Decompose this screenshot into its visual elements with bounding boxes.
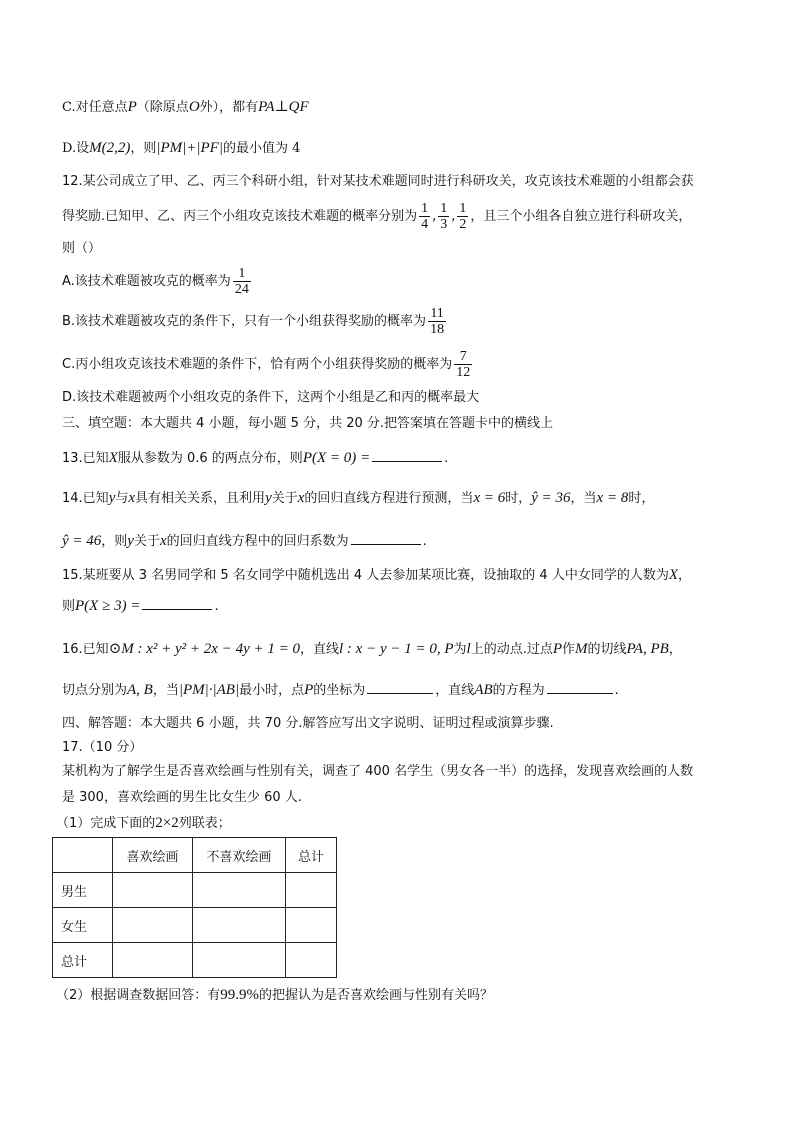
fraction-11-18: $\frac{11}{18}$ bbox=[430, 306, 445, 337]
q11-option-c: C.对任意点P（除原点O外），都有PA⊥QF bbox=[62, 99, 309, 115]
fraction-1-4: $\frac{1}{4}$ bbox=[421, 201, 429, 232]
q12-option-a: A.该技术难题被攻克的概率为 $\frac{1}{24}$ bbox=[62, 266, 249, 297]
section4-heading: 四、解答题：本大题共 6 小题，共 70 分.解答应写出文字说明、证明过程或演算步骤. bbox=[62, 716, 554, 731]
q17-subquestion-2: （2）根据调查数据回答：有99.9%的把握认为是否喜欢绘画与性别有关吗？ bbox=[56, 987, 494, 1003]
table-row bbox=[53, 908, 337, 943]
table-cell bbox=[193, 943, 286, 978]
table-cell bbox=[113, 943, 193, 978]
q14-line2: ŷ = 46，则y关于x的回归直线方程中的回归系数为 . bbox=[62, 533, 427, 549]
q12-option-c: C.丙小组攻克该技术难题的条件下，恰有两个小组获得奖励的概率为 $\frac{7}{12}$ bbox=[62, 349, 471, 380]
table-cell bbox=[113, 908, 193, 943]
fraction-7-12: $\frac{7}{12}$ bbox=[456, 349, 471, 380]
table-row-label: 女生 bbox=[53, 908, 113, 943]
q17-heading: 17.（10 分） bbox=[62, 740, 143, 755]
answer-blank-16a bbox=[367, 681, 433, 694]
table-cell bbox=[286, 873, 337, 908]
answer-blank-13 bbox=[372, 449, 442, 462]
table-header-cell bbox=[53, 838, 113, 873]
table-header-cell: 喜欢绘画 bbox=[113, 838, 193, 873]
answer-blank-14 bbox=[351, 532, 421, 545]
table-header-cell: 总计 bbox=[286, 838, 337, 873]
q15-line2: 则P(X ≥ 3) = . bbox=[62, 598, 219, 614]
q12-option-d: D.该技术难题被两个小组攻克的条件下，这两个小组是乙和丙的概率最大 bbox=[62, 390, 480, 405]
q12-stem-line3: 则（） bbox=[62, 241, 102, 256]
fraction-1-3: $\frac{1}{3}$ bbox=[440, 201, 448, 232]
fraction-1-2: $\frac{1}{2}$ bbox=[459, 201, 467, 232]
table-cell bbox=[113, 873, 193, 908]
fraction-1-24: $\frac{1}{24}$ bbox=[234, 266, 249, 297]
q17-paragraph-1: 某机构为了解学生是否喜欢绘画与性别有关，调查了 400 名学生（男女各一半）的选择，发现喜欢绘画的人数 bbox=[62, 764, 694, 779]
table-header-cell: 不喜欢绘画 bbox=[193, 838, 286, 873]
table-cell bbox=[286, 943, 337, 978]
q15-line1: 15.某班要从 3 名男同学和 5 名女同学中随机选出 4 人去参加某项比赛，设抽取的 4 人中女同学的人数为X， bbox=[62, 567, 692, 583]
answer-blank-15 bbox=[142, 597, 212, 610]
q16-line2: 切点分别为A, B，当|PM|·|AB|最小时，点P的坐标为 ，直线AB的方程为 . bbox=[62, 682, 619, 698]
table-header-row bbox=[53, 838, 337, 873]
q17-subquestion-1: （1）完成下面的2×2列联表； bbox=[56, 815, 231, 831]
q16-line1: 16.已知⊙M : x² + y² + 2x − 4y + 1 = 0，直线l : x − y − 1 = 0, P为l上的动点.过点P作M的切线PA, PB， bbox=[62, 641, 682, 657]
q17-paragraph-2: 是 300，喜欢绘画的男生比女生少 60 人. bbox=[62, 790, 302, 805]
q14-line1: 14.已知y与x具有相关关系，且利用y关于x的回归直线方程进行预测，当x = 6时，ŷ = 36，当x = 8时， bbox=[62, 490, 655, 506]
table-row-label: 男生 bbox=[53, 873, 113, 908]
table-cell bbox=[286, 908, 337, 943]
table-cell bbox=[193, 873, 286, 908]
q12-option-b: B.该技术难题被攻克的条件下，只有一个小组获得奖励的概率为 $\frac{11}{18}$ bbox=[62, 306, 445, 337]
q13: 13.已知X服从参数为 0.6 的两点分布，则P(X = 0) = . bbox=[62, 450, 449, 466]
section3-heading: 三、填空题：本大题共 4 小题，每小题 5 分，共 20 分.把答案填在答题卡中的横线上 bbox=[62, 416, 554, 431]
table-row bbox=[53, 873, 337, 908]
answer-blank-16b bbox=[547, 681, 613, 694]
q12-stem-line2: 得奖励.已知甲、乙、丙三个小组攻克该技术难题的概率分别为 $\frac{1}{4}$ , $\frac{1}{3}$ , $\frac{1}{2}$ ，且三个小组各自独立进行科研攻关， bbox=[62, 201, 692, 232]
table-row bbox=[53, 943, 337, 978]
table-row-label: 总计 bbox=[53, 943, 113, 978]
q11-option-d: D.设M(2,2)，则|PM|+|PF|的最小值为 4 bbox=[62, 140, 301, 156]
table-cell bbox=[193, 908, 286, 943]
contingency-table bbox=[52, 837, 337, 978]
q12-stem-line1: 12.某公司成立了甲、乙、丙三个科研小组，针对某技术难题同时进行科研攻关，攻克该技术难题的小组都会获 bbox=[62, 174, 694, 189]
